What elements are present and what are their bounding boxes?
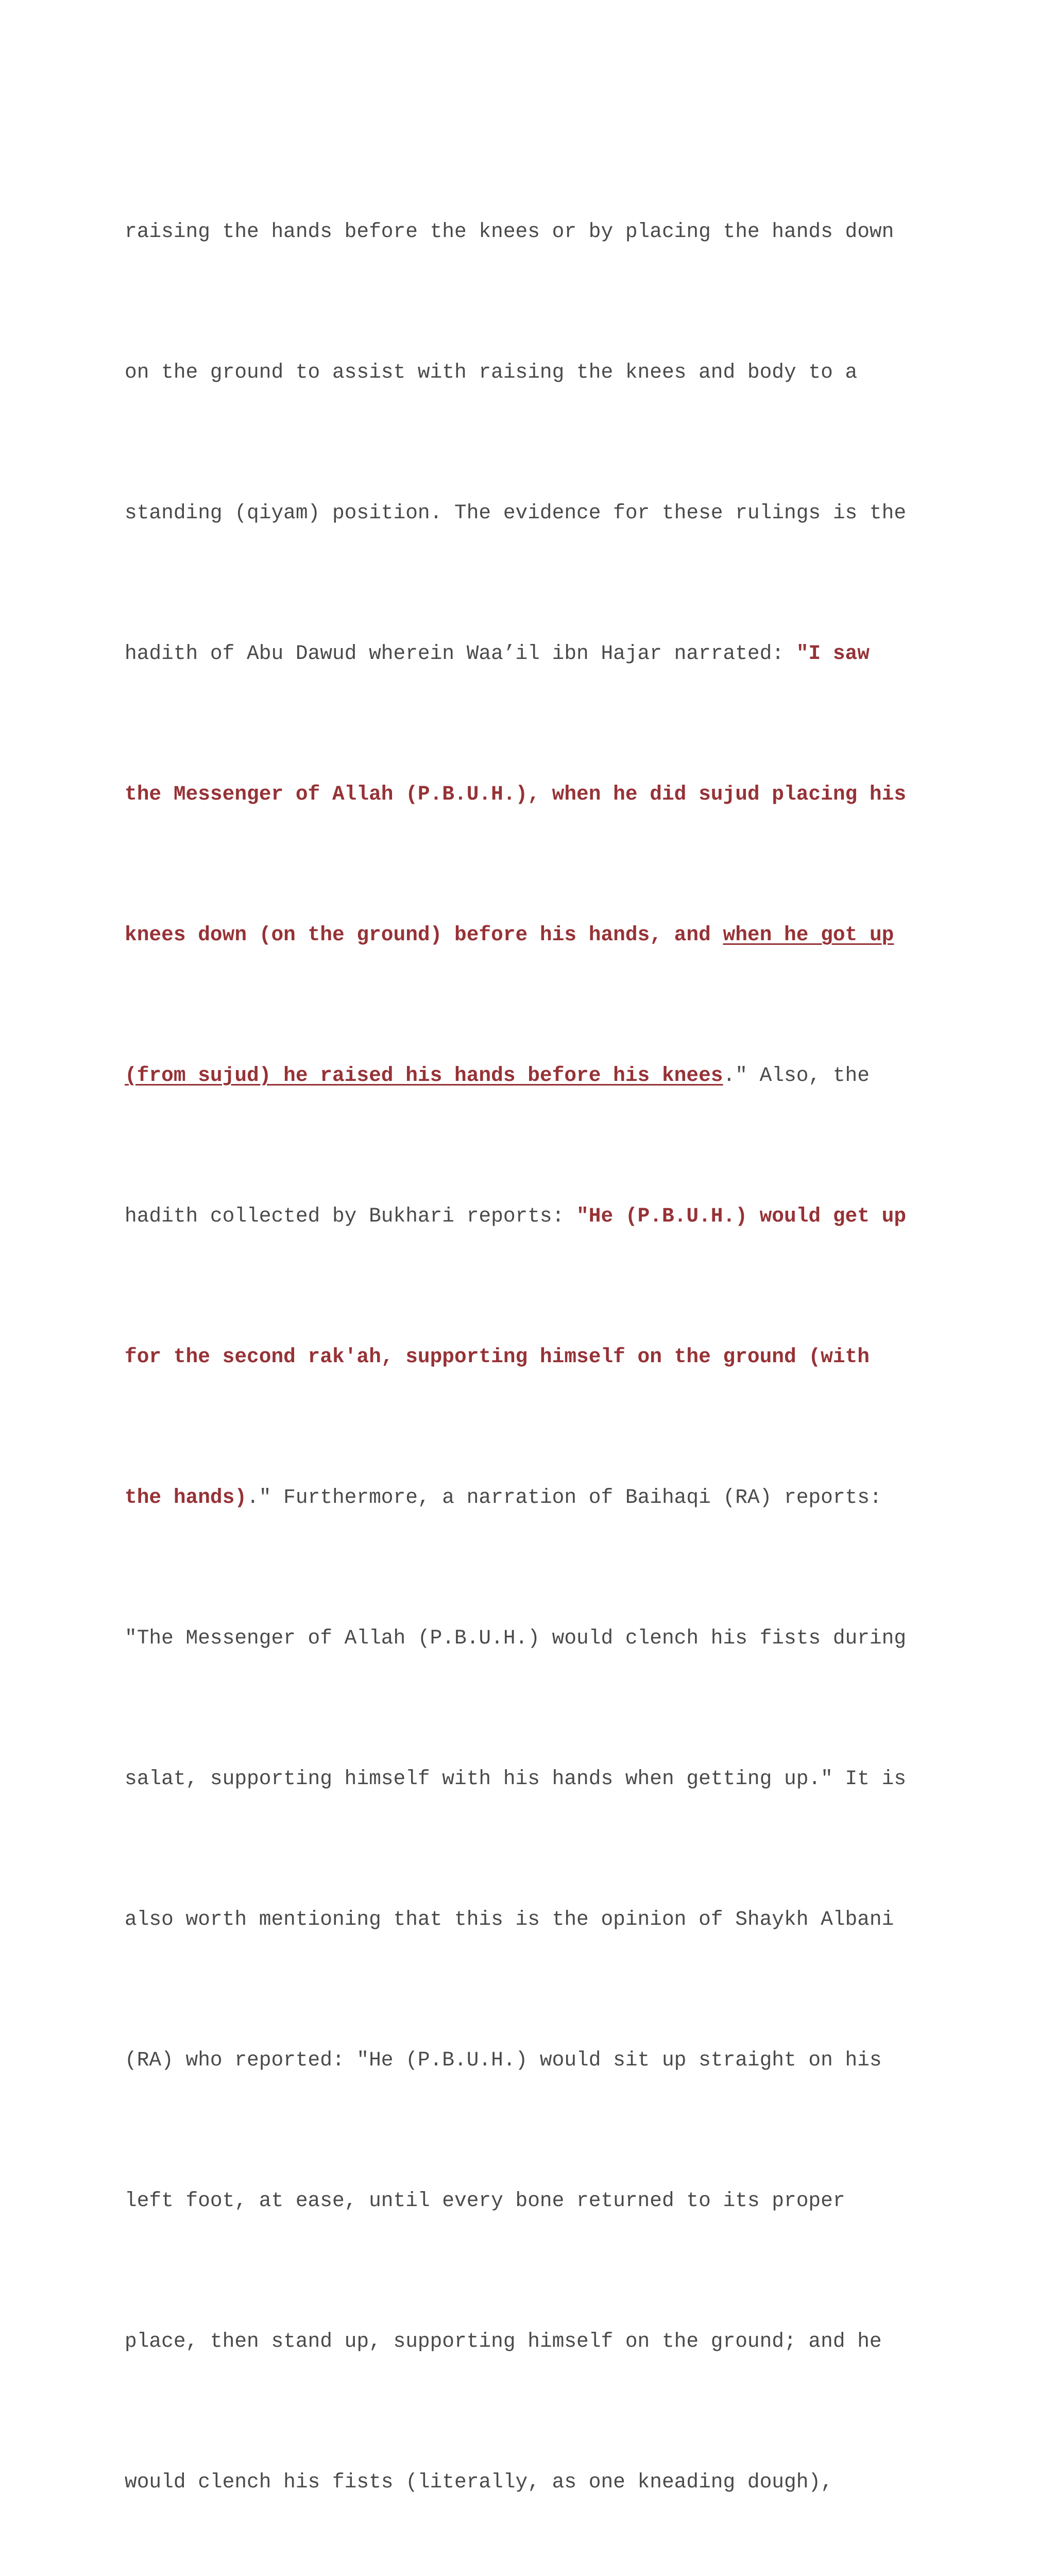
text-line: place, then stand up, supporting himself on the ground; and he: [125, 2330, 882, 2353]
quote-text: knees down (on the ground) before his hands, and: [125, 923, 723, 946]
text-line: [125, 1474, 939, 1521]
paragraph-1: [125, 114, 939, 2576]
text-line: [125, 630, 939, 677]
document-page: [125, 114, 939, 2576]
quote-line: for the second rak'ah, supporting himself on the ground (with: [125, 1345, 870, 1368]
quote-text: "I saw: [796, 642, 870, 665]
text-line: standing (qiyam) position. The evidence for these rulings is the: [125, 501, 907, 524]
text-line: would clench his fists (literally, as one kneading dough),: [125, 2470, 833, 2494]
text-line: "The Messenger of Allah (P.B.U.H.) would clench his fists during: [125, 1626, 907, 1650]
underlined-quote-text: (from sujud) he raised his hands before his knees: [125, 1064, 723, 1087]
text-line: on the ground to assist with raising the knees and body to a: [125, 361, 858, 384]
text-line: [125, 1052, 939, 1099]
text-line: [125, 1193, 939, 1240]
quote-text: "He (P.B.U.H.) would get up: [576, 1205, 907, 1228]
body-text: ." Also, the: [723, 1064, 870, 1087]
text-line: (RA) who reported: "He (P.B.U.H.) would sit up straight on his: [125, 2048, 882, 2072]
underlined-quote-text: when he got up: [723, 923, 894, 946]
quote-line: the Messenger of Allah (P.B.U.H.), when he did sujud placing his: [125, 783, 907, 806]
body-text: hadith collected by Bukhari reports:: [125, 1205, 577, 1228]
body-text: ." Furthermore, a narration of Baihaqi (RA) reports:: [247, 1486, 882, 1509]
text-line: also worth mentioning that this is the opinion of Shaykh Albani: [125, 1908, 894, 1931]
text-line: salat, supporting himself with his hands when getting up." It is: [125, 1767, 907, 1790]
text-line: raising the hands before the knees or by placing the hands down: [125, 220, 894, 243]
body-text: hadith of Abu Dawud wherein Waa’il ibn Hajar narrated:: [125, 642, 796, 665]
quote-text: the hands): [125, 1486, 247, 1509]
text-line: [125, 911, 939, 958]
text-line: left foot, at ease, until every bone returned to its proper: [125, 2189, 845, 2212]
